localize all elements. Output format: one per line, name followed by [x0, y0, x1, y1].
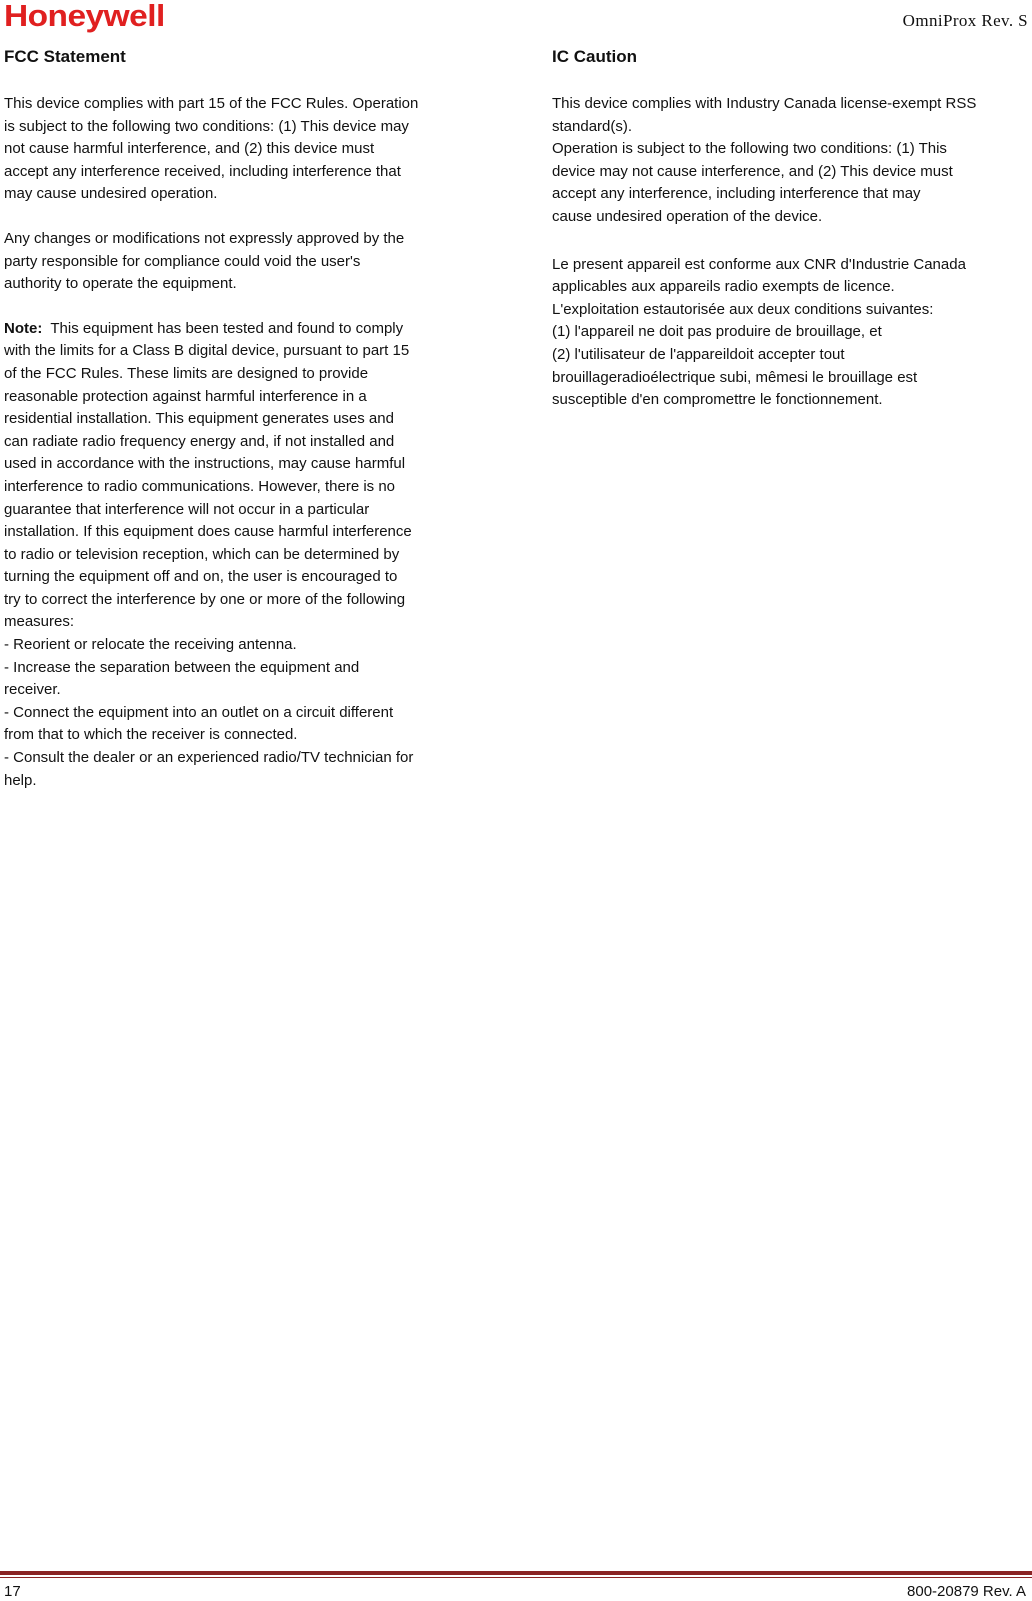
text-line: try to correct the interference by one or more of the following — [4, 590, 406, 608]
text-line: Any changes or modifications not expressly approved by the — [4, 229, 405, 247]
text-line: is subject to the following two conditions: (1) This device may — [4, 117, 409, 135]
text-line: from that to which the receiver is connected. — [4, 726, 298, 744]
text-line: - Connect the equipment into an outlet on a circuit different — [4, 703, 394, 721]
text-line: This device complies with Industry Canada license-exempt RSS — [552, 95, 977, 112]
ic-heading: IC Caution — [552, 47, 637, 66]
page-number: 17 — [4, 1583, 21, 1600]
text-line: authority to operate the equipment. — [4, 275, 237, 293]
text-line: to radio or television reception, which can be determined by — [4, 545, 400, 563]
text-line: party responsible for compliance could void the user's — [4, 252, 361, 270]
text-line: standard(s). — [552, 117, 633, 135]
document-title: OmniProx Rev. S — [902, 11, 1028, 30]
text-line: cause undesired operation of the device. — [552, 207, 823, 225]
note-first-line — [4, 318, 480, 341]
note-label: Note: — [4, 319, 43, 337]
footer-rule-thin — [0, 1577, 1032, 1578]
text-line: interference to radio communications. However, there is no — [4, 477, 396, 495]
text-line: turning the equipment off and on, the user is encouraged to — [4, 568, 398, 586]
text-line: device may not cause interference, and (2) This device must — [552, 162, 953, 180]
text-line: reasonable protection against harmful interference in a — [4, 387, 367, 405]
text-line: - Consult the dealer or an experienced radio/TV technician for — [4, 749, 414, 767]
text-line: used in accordance with the instructions, may cause harmful — [4, 455, 406, 473]
fcc-paragraph-compliance — [4, 93, 480, 206]
fcc-paragraph-modifications — [4, 228, 480, 296]
fcc-note — [4, 318, 480, 792]
text-line: accept any interference, including interference that may — [552, 185, 921, 203]
text-line: can radiate radio frequency energy and, if not installed and — [4, 432, 395, 450]
text-line: (1) l'appareil ne doit pas produire de brouillage, et — [552, 323, 882, 341]
text-line: brouillageradioélectrique subi, mêmesi le brouillage est — [552, 368, 918, 386]
ic-paragraph-english — [552, 93, 1030, 229]
text-line: - Increase the separation between the equipment and — [4, 658, 360, 676]
text-line: accept any interference received, including interference that — [4, 162, 401, 180]
text-line: with the limits for a Class B digital device, pursuant to part 15 — [4, 342, 410, 360]
text-line: susceptible d'en compromettre le fonctionnement. — [552, 391, 883, 409]
text-line: of the FCC Rules. These limits are designed to provide — [4, 364, 369, 382]
document-number: 800-20879 Rev. A — [907, 1583, 1026, 1600]
text-line: - Reorient or relocate the receiving antenna. — [4, 636, 297, 654]
text-line: may cause undesired operation. — [4, 185, 218, 203]
footer-rule — [0, 1571, 1032, 1575]
text-line: applicables aux appareils radio exempts de licence. — [552, 278, 895, 296]
text-line: receiver. — [4, 681, 61, 699]
text-line: (2) l'utilisateur de l'appareildoit accepter tout — [552, 345, 845, 363]
text-line: This device complies with part 15 of the FCC Rules. Operation — [4, 95, 419, 112]
text-line: not cause harmful interference, and (2) this device must — [4, 140, 375, 158]
text-line: guarantee that interference will not occur in a particular — [4, 500, 370, 518]
text-line: help. — [4, 771, 37, 789]
fcc-heading: FCC Statement — [4, 47, 126, 66]
fcc-statement-section — [4, 46, 480, 814]
honeywell-logo: Honeywell — [4, 0, 165, 33]
note-first-line-text: This equipment has been tested and found to comply — [42, 319, 404, 337]
text-line: Operation is subject to the following two conditions: (1) This — [552, 140, 947, 158]
ic-paragraph-french — [552, 254, 1030, 412]
ic-caution-section — [552, 46, 1030, 434]
text-line: measures: — [4, 613, 75, 631]
text-line: L'exploitation estautorisée aux deux conditions suivantes: — [552, 300, 934, 318]
text-line: Le present appareil est conforme aux CNR d'Industrie Canada — [552, 255, 966, 273]
text-line: installation. If this equipment does cause harmful interference — [4, 523, 412, 541]
text-line: residential installation. This equipment generates uses and — [4, 410, 394, 428]
